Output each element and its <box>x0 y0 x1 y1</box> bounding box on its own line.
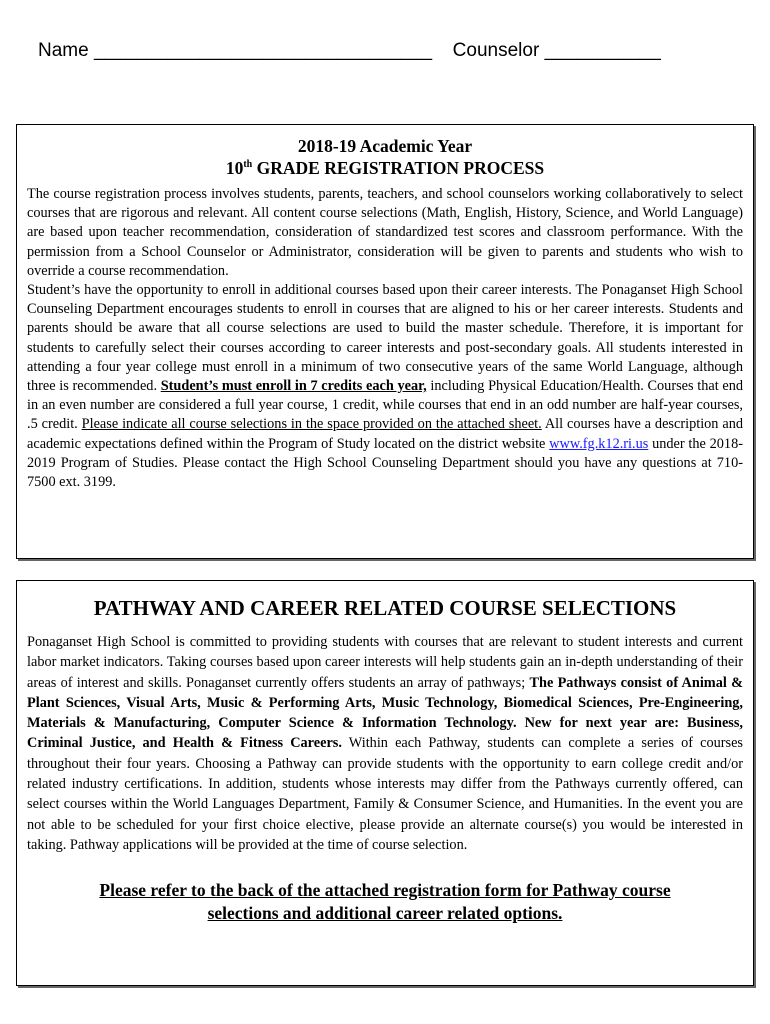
header-fields <box>38 40 738 62</box>
name-field[interactable]: ________________________________ <box>93 40 433 61</box>
pathway-paragraph <box>27 632 743 855</box>
selection-note: Please indicate all course selections in the space provided on the attached sheet. <box>81 416 542 433</box>
registration-process-title <box>27 157 743 179</box>
paragraph-2-pre-link: All courses have a description and academic expectations defined within the Program of Study located on the district website <box>27 416 744 452</box>
grade-number: 10 <box>225 158 244 178</box>
registration-paragraph-1: The course registration process involves students, parents, teachers, and school counselors working collaboratively to select courses that are rigorous and relevant. All content course selections (Math, English, History, Science, and World Language) are based upon teacher recommendation, consideration of standardized test scores and classroom performance. With the permission from a School Counselor or Administrator, consideration will be given to parents and students who wish to override a course recommendation. <box>27 186 743 279</box>
grade-suffix: th <box>243 159 253 171</box>
paragraph-2-intro: Student’s have the opportunity to enroll in additional courses based upon their career interests. The Ponaganset High School Counseling Department encourages students to enroll in courses that are aligned to his or her career interests. Students and parents should be aware that all course selections are used to build the master schedule. Therefore, it is important for students to carefully select their courses according to career interests and post-secondary goals. All students interested in attending a four year college must enroll in a minimum of two consecutive years of the same World Language, although three is recommended. <box>27 282 743 395</box>
pathway-closing-note <box>27 879 743 925</box>
pathway-box <box>16 580 754 986</box>
pathways-list: The Pathways consist of Animal & Plant Sciences, Visual Arts, Music & Performing Arts, Music Technology, Biomedical Sciences, Pre-Engineering, Materials & Manufacturing, Computer Science & Information Technology. New for next year are: Business, Criminal Justice, and Health & Fitness Careers. <box>27 674 743 752</box>
academic-year-title: 2018-19 Academic Year <box>297 136 473 156</box>
pathway-intro: Ponaganset High School is committed to providing students with courses that are relevant to student interests and current labor market indicators. Taking courses based upon career interests will help students gain an in-depth understanding of their areas of interest and skills. Ponaganset currently offers students an array of pathways; <box>27 634 743 691</box>
registration-process-box <box>16 124 754 559</box>
process-title-text: GRADE REGISTRATION PROCESS <box>256 158 545 178</box>
counselor-field[interactable]: ___________ <box>544 40 661 61</box>
closing-line-1: Please refer to the back of the attached registration form for Pathway course <box>99 880 671 901</box>
credits-requirement: Student’s must enroll in 7 credits each year, <box>160 378 427 395</box>
paragraph-2-end: under the 2018-2019 Program of Studies. Please contact the High School Counseling Department should you have any questions at 710-7500 ext. 3199. <box>27 435 743 491</box>
district-website-link[interactable]: www.fg.k12.ri.us <box>549 435 649 452</box>
registration-paragraph-2 <box>27 281 743 492</box>
paragraph-2-mid: including Physical Education/Health. Courses that end in an even number are considered a full year course, 1 credit, while courses that end in an odd number are half-year courses, .5 credit. <box>27 378 743 433</box>
counselor-label: Counselor <box>452 40 540 61</box>
pathway-rest: Within each Pathway, students can complete a series of courses throughout their four years. Choosing a Pathway can provide students with the opportunity to earn college credit and/or related industry certifications. In addition, students whose interests may differ from the Pathways currently offered, can select courses within the World Languages Department, Family & Consumer Science, and Humanities. In the event you are not able to be scheduled for your first choice elective, please provide an alternate course(s) you would be interested in taking. Pathway applications will be provided at the time of course selection. <box>27 735 743 853</box>
closing-line-2: selections and additional career related options. <box>207 903 563 924</box>
pathway-title: PATHWAY AND CAREER RELATED COURSE SELECTIONS <box>93 596 677 620</box>
name-label: Name <box>38 40 89 61</box>
